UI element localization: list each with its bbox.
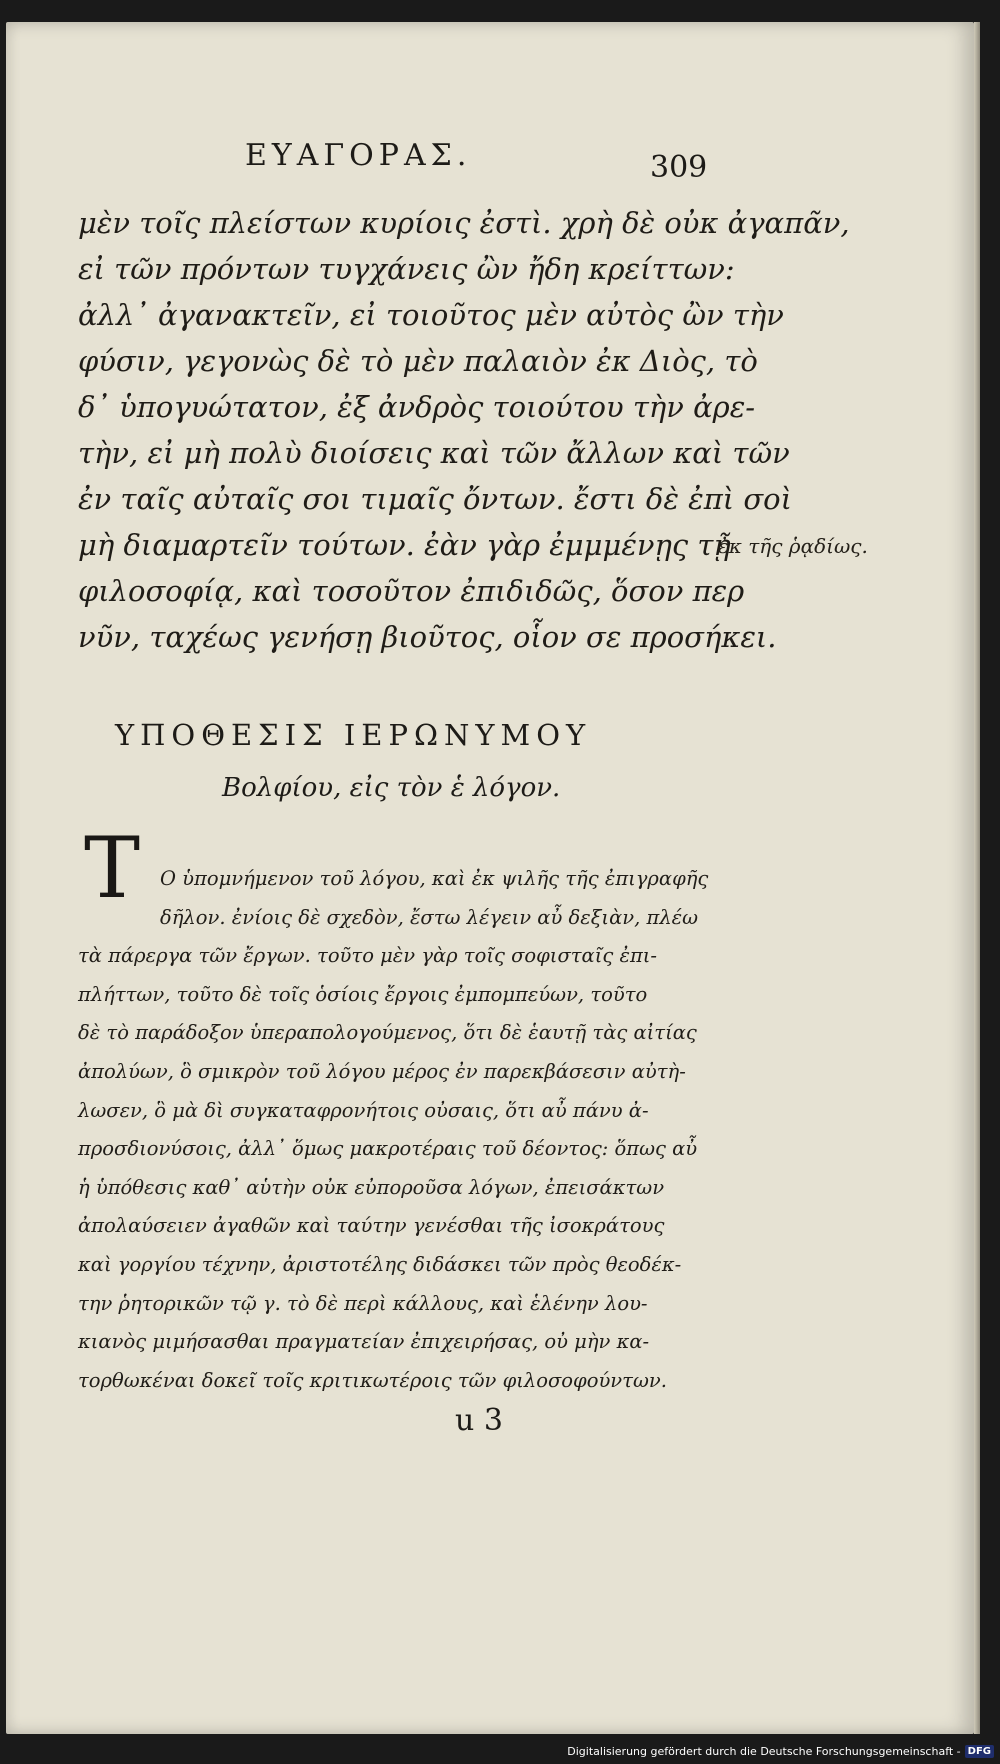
signature-mark: u 3 bbox=[455, 1403, 503, 1438]
text-line: τὰ πάρεργα τῶν ἔργων. τοῦτο μὲν γὰρ τοῖς σοφισταῖς ἐπι- bbox=[78, 944, 658, 968]
text-line: καὶ γοργίου τέχνην, ἀριστοτέλης διδάσκει τῶν πρὸς θεοδέκ- bbox=[78, 1252, 682, 1276]
text-line: δ᾽ ὑπογυώτατον, ἐξ ἀνδρὸς τοιούτου τὴν ἀρε- bbox=[78, 390, 756, 424]
dfg-logo: DFG bbox=[965, 1745, 994, 1758]
section-subtitle: Βολφίου, εἰς τὸν ἑ λόγον. bbox=[222, 773, 561, 803]
text-line: Ο ὑπομνήμενον τοῦ λόγου, καὶ ἐκ ψιλῆς τῆς ἐπιγραφῆς bbox=[160, 867, 709, 890]
text-line: προσδιονύσοις, ἀλλ᾽ ὅμως μακροτέραις τοῦ δέοντος: ὅπως αὖ bbox=[78, 1137, 698, 1161]
running-title: ΕΥΑΓΟΡΑΣ. bbox=[245, 138, 472, 173]
text-line: ἡ ὑπόθεσις καθ᾽ αὑτὴν οὐκ εὐποροῦσα λόγων, ἐπεισάκτων bbox=[78, 1175, 665, 1199]
digitization-credit bbox=[567, 1745, 994, 1758]
page-edge bbox=[974, 22, 980, 1734]
text-line: φιλοσοφίᾳ, καὶ τοσοῦτον ἐπιδιδῶς, ὅσον περ bbox=[78, 574, 745, 608]
text-line: ἀλλ᾽ ἀγανακτεῖν, εἰ τοιοῦτος μὲν αὐτὸς ὢν τὴν bbox=[78, 298, 784, 332]
text-line: νῦν, ταχέως γενήσῃ βιοῦτος, οἷον σε προσήκει. bbox=[78, 620, 777, 654]
text-line: τορθωκέναι δοκεῖ τοῖς κριτικωτέροις τῶν φιλοσοφούντων. bbox=[78, 1368, 667, 1392]
text-line: μὲν τοῖς πλείστων κυρίοις ἐστὶ. χρὴ δὲ οὐκ ἀγαπᾶν, bbox=[78, 206, 850, 240]
text-line: δῆλον. ἐνίοις δὲ σχεδὸν, ἔστω λέγειν αὖ δεξιὰν, πλέω bbox=[160, 905, 699, 929]
text-line: κιανὸς μιμήσασθαι πραγματείαν ἐπιχειρήσας, οὐ μὴν κα- bbox=[78, 1330, 650, 1354]
body-text-block bbox=[78, 860, 718, 1400]
page-number: 309 bbox=[650, 150, 708, 185]
text-line: φύσιν, γεγονὼς δὲ τὸ μὲν παλαιὸν ἐκ Διὸς, τὸ bbox=[78, 344, 758, 378]
text-line: μὴ διαμαρτεῖν τούτων. ἐὰν γὰρ ἐμμμένῃς τῇ bbox=[78, 528, 731, 562]
section-title: ΥΠΟΘΕΣΙΣ ΙΕΡΩΝΥΜΟΥ bbox=[115, 718, 592, 752]
marginal-note: ἐκ τῆς ῥᾳδίως. bbox=[718, 534, 868, 558]
text-line: πλήττων, τοῦτο δὲ τοῖς ὁσίοις ἔργοις ἐμπομπεύων, τοῦτο bbox=[78, 982, 648, 1006]
text-line: την ῥητορικῶν τῷ γ. τὸ δὲ περὶ κάλλους, καὶ ἑλένην λου- bbox=[78, 1291, 648, 1315]
text-line: ἐν ταῖς αὐταῖς σοι τιμαῖς ὄντων. ἔστι δὲ ἐπὶ σοὶ bbox=[78, 482, 792, 516]
text-line: ἀπολύων, ὃ σμικρὸν τοῦ λόγου μέρος ἐν παρεκβάσεσιν αὐτὴ- bbox=[78, 1059, 686, 1083]
text-line: τὴν, εἰ μὴ πολὺ διοίσεις καὶ τῶν ἄλλων καὶ τῶν bbox=[78, 436, 790, 470]
text-line: ἀπολαύσειεν ἀγαθῶν καὶ ταύτην γενέσθαι τῆς ἰσοκράτους bbox=[78, 1214, 665, 1238]
text-line: λωσεν, ὃ μὰ δὶ συγκαταφρονήτοις οὐσαις, ὅτι αὖ πάνυ ἀ- bbox=[78, 1098, 649, 1122]
text-line: εἰ τῶν πρόντων τυγχάνεις ὢν ἤδη κρείττων: bbox=[78, 252, 735, 286]
credit-text: Digitalisierung gefördert durch die Deutsche Forschungsgemeinschaft - bbox=[567, 1745, 961, 1758]
drop-capital: T bbox=[84, 819, 141, 917]
text-line: δὲ τὸ παράδοξον ὑπεραπολογούμενος, ὅτι δὲ ἑαυτῇ τὰς αἰτίας bbox=[78, 1021, 697, 1045]
